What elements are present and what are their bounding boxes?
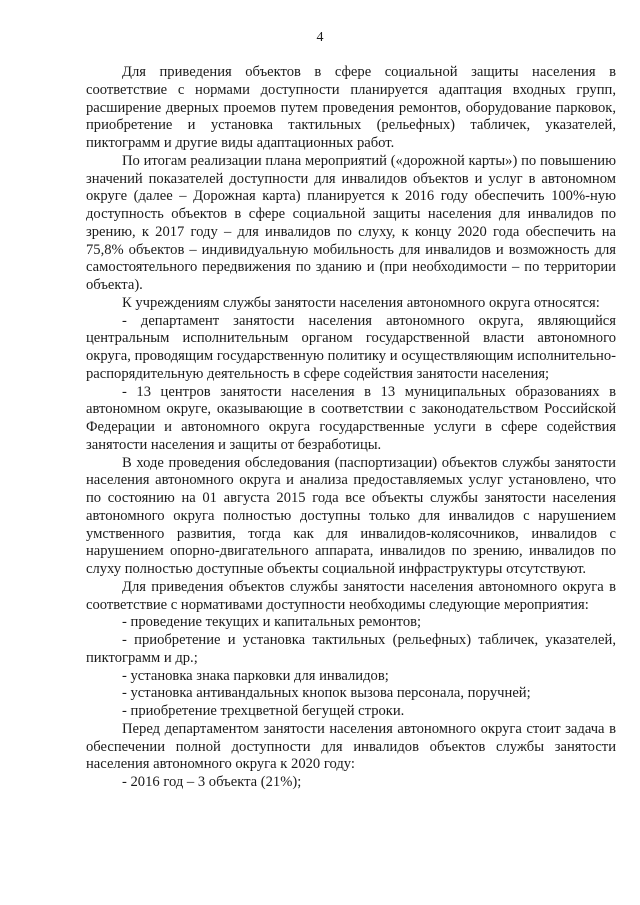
paragraph-employment-institutions-intro: К учреждениям службы занятости населения автономного округа относятся: — [122, 294, 600, 311]
document-body — [86, 64, 616, 792]
paragraph-department-task: Перед департаментом занятости населения автономного округа стоит задача в обеспечении полной доступности для инвалидов объектов службы занятости населения автономного округа к 2020 году: — [86, 720, 616, 773]
list-item-tactile-signs: - приобретение и установка тактильных (рельефных) табличек, указателей, пиктограмм и др.; — [86, 632, 616, 666]
paragraph-required-measures-intro: Для приведения объектов службы занятости населения автономного округа в соответствие с нормативами доступности необходимы следующие мероприятия: — [86, 578, 616, 613]
list-item-employment-department: - департамент занятости населения автономного округа, являющийся центральным исполнительным органом государственной власти автономного округа, проводящим государственную политику и осуществляющим исполнительно-распорядительную деятельность в сфере содействия занятости населения; — [86, 312, 616, 382]
paragraph-roadmap-results: По итогам реализации плана мероприятий («дорожной карты») по повышению значений показателей доступности для инвалидов объектов и услуг в автономном округе (далее – Дорожная карта) планируется к 2016 году обеспечить 100%-ную доступность объектов в сфере социальной защиты населения для инвалидов по зрению, к 2017 году – для инвалидов по слуху, к концу 2020 года обеспечить на 75,8% объектов – индивидуальную мобильность для инвалидов и возможность для самостоятельного передвижения по зданию и (при необходимости – по территории объекта). — [86, 152, 616, 293]
list-item-call-buttons: - установка антивандальных кнопок вызова персонала, поручней; — [122, 685, 531, 702]
list-item-repairs: - проведение текущих и капитальных ремонтов; — [122, 614, 422, 631]
list-item-running-line: - приобретение трехцветной бегущей строки. — [122, 703, 405, 719]
page-number: 4 — [316, 30, 324, 45]
list-item-employment-centers: - 13 центров занятости населения в 13 муниципальных образованиях в автономном округе, оказывающие в соответствии с законодательством Российской Федерации и автономного округа государственные услуги в сфере содействия занятости населения и защиты от безработицы. — [86, 383, 616, 453]
paragraph-survey-findings: В ходе проведения обследования (паспортизации) объектов службы занятости населения автономного округа и анализа предоставляемых услуг установлено, что по состоянию на 01 августа 2015 года все объекты службы занятости населения автономного округа полностью доступны только для инвалидов с нарушением умственного развития, тогда как для инвалидов-колясочников, инвалидов с нарушением опорно-двигательного аппарата, инвалидов по зрению, инвалидов по слуху полностью доступные объекты социальной инфраструктуры отсутствуют. — [86, 454, 616, 577]
list-item-2016-objects: - 2016 год – 3 объекта (21%); — [122, 774, 302, 790]
paragraph-social-protection-adaptation: Для приведения объектов в сфере социальной защиты населения в соответствие с нормами доступности планируется адаптация входных групп, расширение дверных проемов путем проведения ремонтов, оборудование парковок, приобретение и установка тактильных (рельефных) табличек, указателей, пиктограмм и другие виды адаптационных работ. — [86, 64, 616, 151]
list-item-parking-sign: - установка знака парковки для инвалидов; — [122, 667, 389, 684]
